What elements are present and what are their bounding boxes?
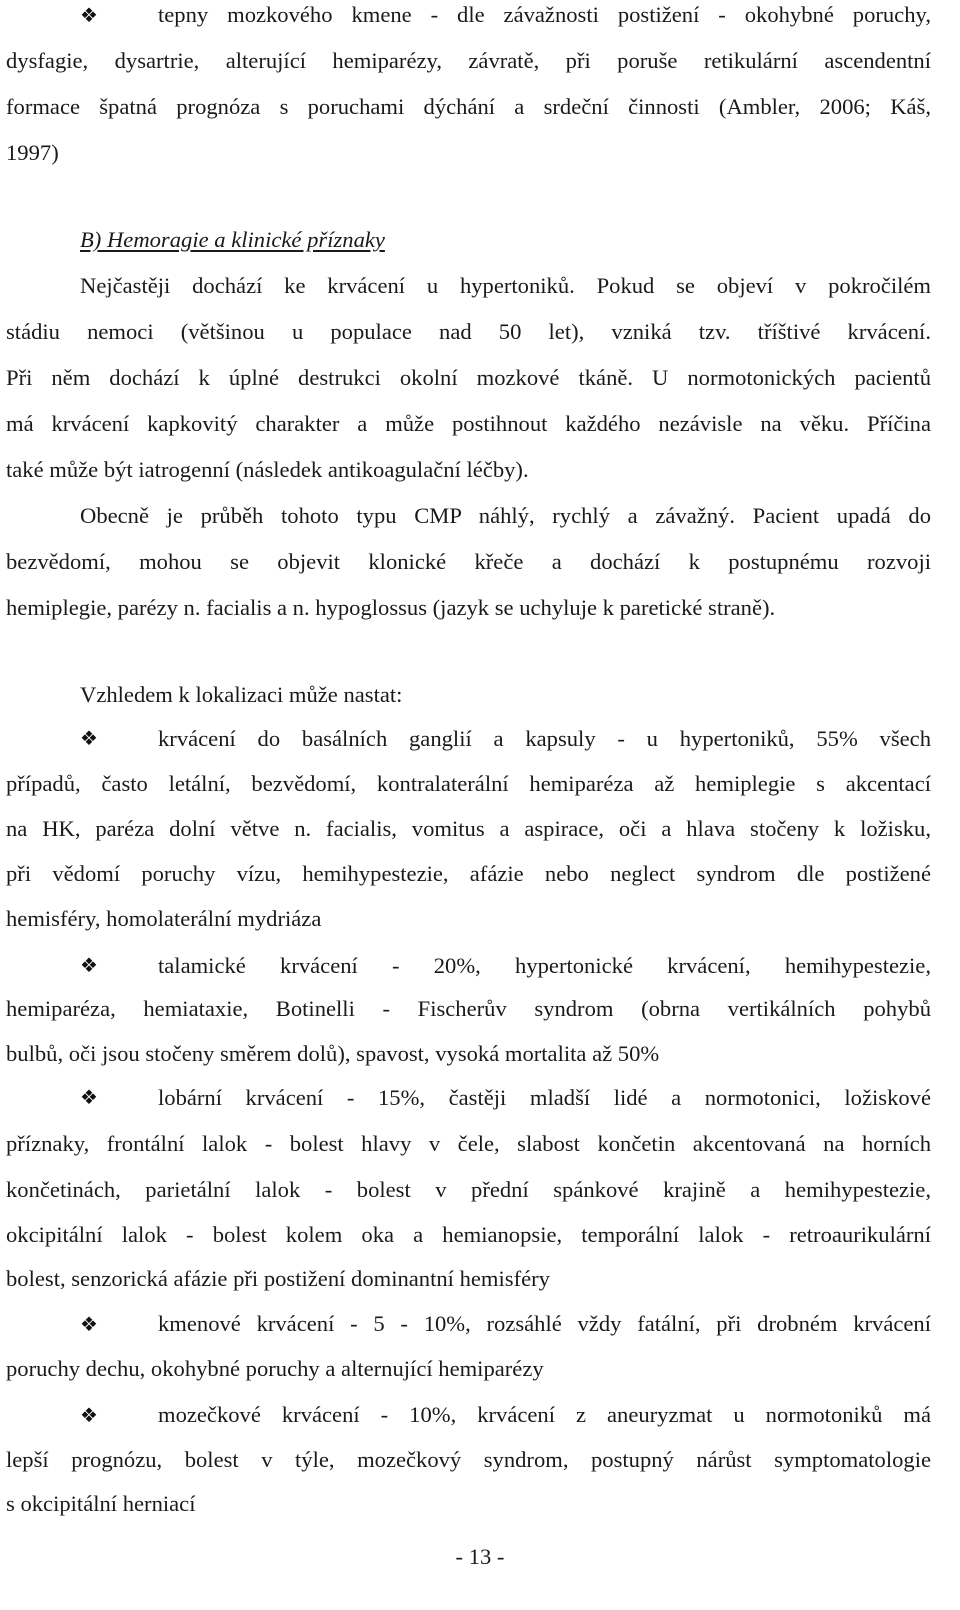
text-line: okcipitální lalok - bolest kolem oka a hemianopsie, temporální lalok - retroaurikulární (6, 1222, 931, 1247)
text-line: končetinách, parietální lalok - bolest v přední spánkové krajině a hemihypestezie, (6, 1177, 931, 1202)
text-line: formace špatná prognóza s poruchami dýchání a srdeční činnosti (Ambler, 2006; Káš, (6, 94, 931, 119)
text-line: hemiplegie, parézy n. facialis a n. hypoglossus (jazyk se uchyluje k paretické straně). (6, 595, 776, 620)
text-line: při vědomí poruchy vízu, hemihypestezie, afázie nebo neglect syndrom dle postižené (6, 861, 931, 886)
text-line: bolest, senzorická afázie při postižení dominantní hemisféry (6, 1266, 550, 1291)
text-line: bezvědomí, mohou se objevit klonické křeče a dochází k postupnému rozvoji (6, 549, 931, 574)
bullet-line-basal-ganglia: krvácení do basálních ganglií a kapsuly - u hypertoniků, 55% všech (158, 726, 931, 751)
text-line: Nejčastěji dochází ke krvácení u hypertoniků. Pokud se objeví v pokročilém (80, 273, 931, 298)
text-line: Obecně je průběh tohoto typu CMP náhlý, rychlý a závažný. Pacient upadá do (80, 503, 931, 528)
bullet-line-brainstem: tepny mozkového kmene - dle závažnosti postižení - okohybné poruchy, (158, 2, 931, 27)
text-line: případů, často letální, bezvědomí, kontralaterální hemiparéza až hemiplegie s akcentací (6, 771, 931, 796)
text-line: také může být iatrogenní (následek antikoagulační léčby). (6, 457, 529, 482)
text-line: příznaky, frontální lalok - bolest hlavy v čele, slabost končetin akcentovaná na horních (6, 1131, 931, 1156)
text-line: bulbů, oči jsou stočeny směrem dolů), spavost, vysoká mortalita až 50% (6, 1041, 660, 1066)
text-line: dysfagie, dysartrie, alterující hemiparézy, závratě, při poruše retikulární ascendentní (6, 48, 931, 73)
diamond-bullet-icon: ❖ (80, 1403, 98, 1427)
bullet-line-lobar: lobární krvácení - 15%, častěji mladší lidé a normotonici, ložiskové (158, 1085, 931, 1110)
diamond-bullet-icon: ❖ (80, 3, 98, 27)
text-line: s okcipitální herniací (6, 1491, 196, 1516)
text-line: poruchy dechu, okohybné poruchy a alternující hemiparézy (6, 1356, 544, 1381)
diamond-bullet-icon: ❖ (80, 953, 98, 977)
text-line: Při něm dochází k úplné destrukci okolní mozkové tkáně. U normotonických pacientů (6, 365, 931, 390)
bullet-line-brainstem-hemorrhage: kmenové krvácení - 5 - 10%, rozsáhlé vždy fatální, při drobném krvácení (158, 1311, 931, 1336)
bullet-line-cerebellar: mozečkové krvácení - 10%, krvácení z aneuryzmat u normotoniků má (158, 1402, 931, 1427)
diamond-bullet-icon: ❖ (80, 726, 98, 750)
text-line: na HK, paréza dolní větve n. facialis, vomitus a aspirace, oči a hlava stočeny k ložisku, (6, 816, 931, 841)
text-line: 1997) (6, 140, 59, 165)
section-heading: B) Hemoragie a klinické příznaky (80, 227, 385, 252)
text-line: stádiu nemoci (většinou u populace nad 50 let), vzniká tzv. tříštivé krvácení. (6, 319, 931, 344)
diamond-bullet-icon: ❖ (80, 1085, 98, 1109)
diamond-bullet-icon: ❖ (80, 1312, 98, 1336)
page-number: - 13 - (455, 1544, 505, 1569)
text-line: lepší prognózu, bolest v týle, mozečkový syndrom, postupný nárůst symptomatologie (6, 1447, 931, 1472)
text-line: hemisféry, homolaterální mydriáza (6, 906, 322, 931)
bullet-line-thalamic: talamické krvácení - 20%, hypertonické krvácení, hemihypestezie, (158, 953, 931, 978)
text-line: má krvácení kapkovitý charakter a může postihnout každého nezávisle na věku. Příčina (6, 411, 931, 436)
intro-line: Vzhledem k lokalizaci může nastat: (80, 682, 403, 707)
text-line: hemiparéza, hemiataxie, Botinelli - Fischerův syndrom (obrna vertikálních pohybů (6, 996, 931, 1021)
